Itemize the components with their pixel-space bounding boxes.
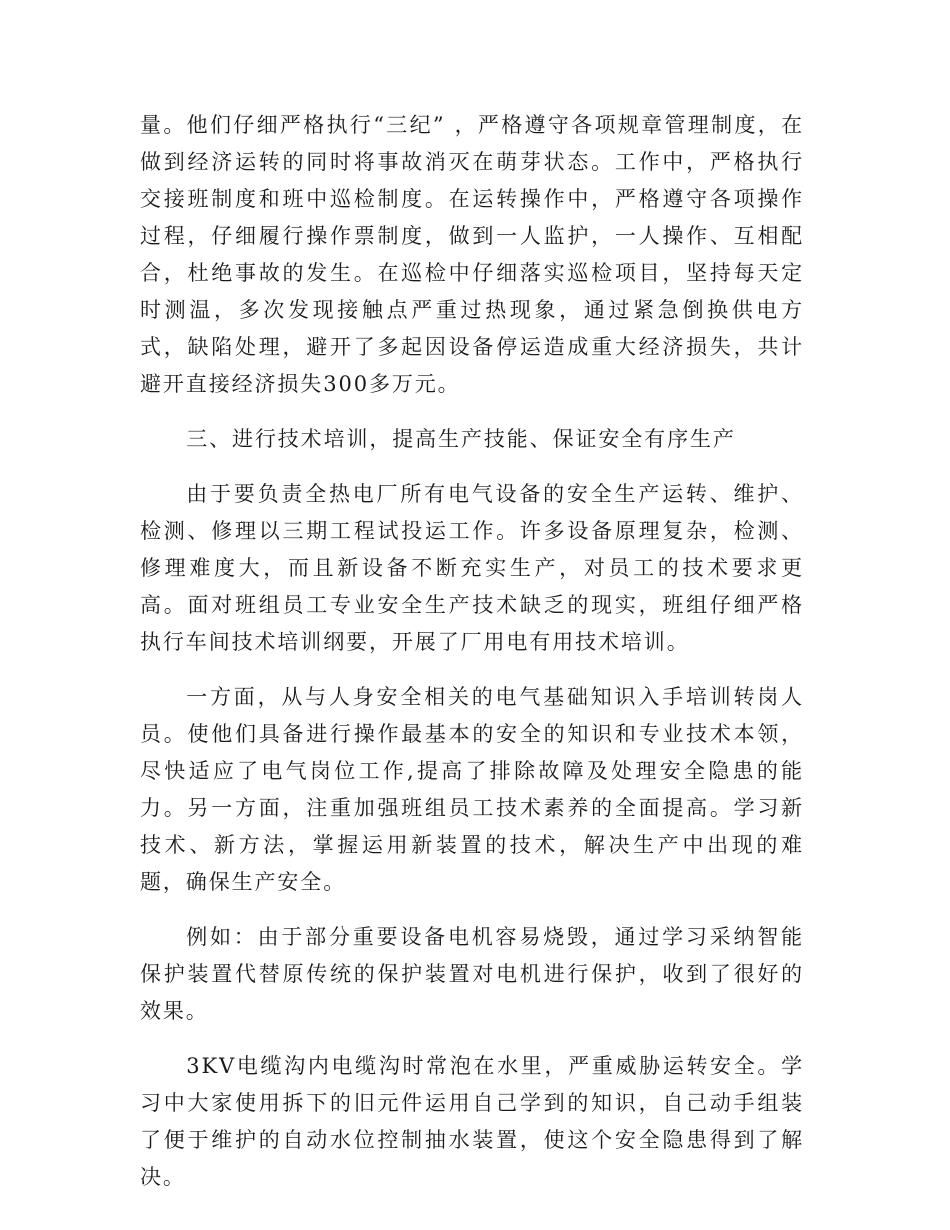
paragraph-continuation: 量。他们仔细严格执行“三纪” ，严格遵守各项规章管理制度，在做到经济运转的同时将事故消灭在萌芽状态。工作中，严格执行交接班制度和班中巡检制度。在运转操作中，严格遵守各项操作过程，仔细履行操作票制度，做到一人监护，一人操作、互相配合，杜绝事故的发生。在巡检中仔细落实巡检项目，坚持每天定时测温，多次发现接触点严重过热现象，通过紧急倒换供电方式，缺陷处理，避开了多起因设备停运造成重大经济损失，共计避开直接经济损失300多万元。 [140, 113, 804, 396]
paragraph-training-methods: 一方面，从与人身安全相关的电气基础知识入手培训转岗人员。使他们具备进行操作最基本的安全的知识和专业技术本领，尽快适应了电气岗位工作,提高了排除故障及处理安全隐患的能力。另一方面，注重加强班组员工技术素养的全面提高。学习新技术、新方法，掌握运用新装置的技术，解决生产中出现的难题，确保生产安全。 [140, 685, 804, 894]
paragraph-training-scope: 由于要负责全热电厂所有电气设备的安全生产运转、维护、检测、修理以三期工程试投运工作。许多设备原理复杂，检测、修理难度大，而且新设备不断充实生产，对员工的技术要求更高。面对班组员工专业安全生产技术缺乏的现实，班组仔细严格执行车间技术培训纲要，开展了厂用电有用技术培训。 [140, 482, 804, 654]
section-heading: 三、进行技术培训，提高生产技能、保证安全有序生产 [186, 427, 736, 451]
document-body [140, 107, 804, 1214]
paragraph-example-cable: 3KV电缆沟内电缆沟时常泡在水里，严重威胁运转安全。学习中大家使用拆下的旧元件运用自己学到的知识，自己动手组装了便于维护的自动水位控制抽水装置，使这个安全隐患得到了解决。 [140, 1054, 804, 1189]
paragraph-example-motor: 例如：由于部分重要设备电机容易烧毁，通过学习采纳智能保护装置代替原传统的保护装置对电机进行保护，收到了很好的效果。 [140, 925, 804, 1023]
